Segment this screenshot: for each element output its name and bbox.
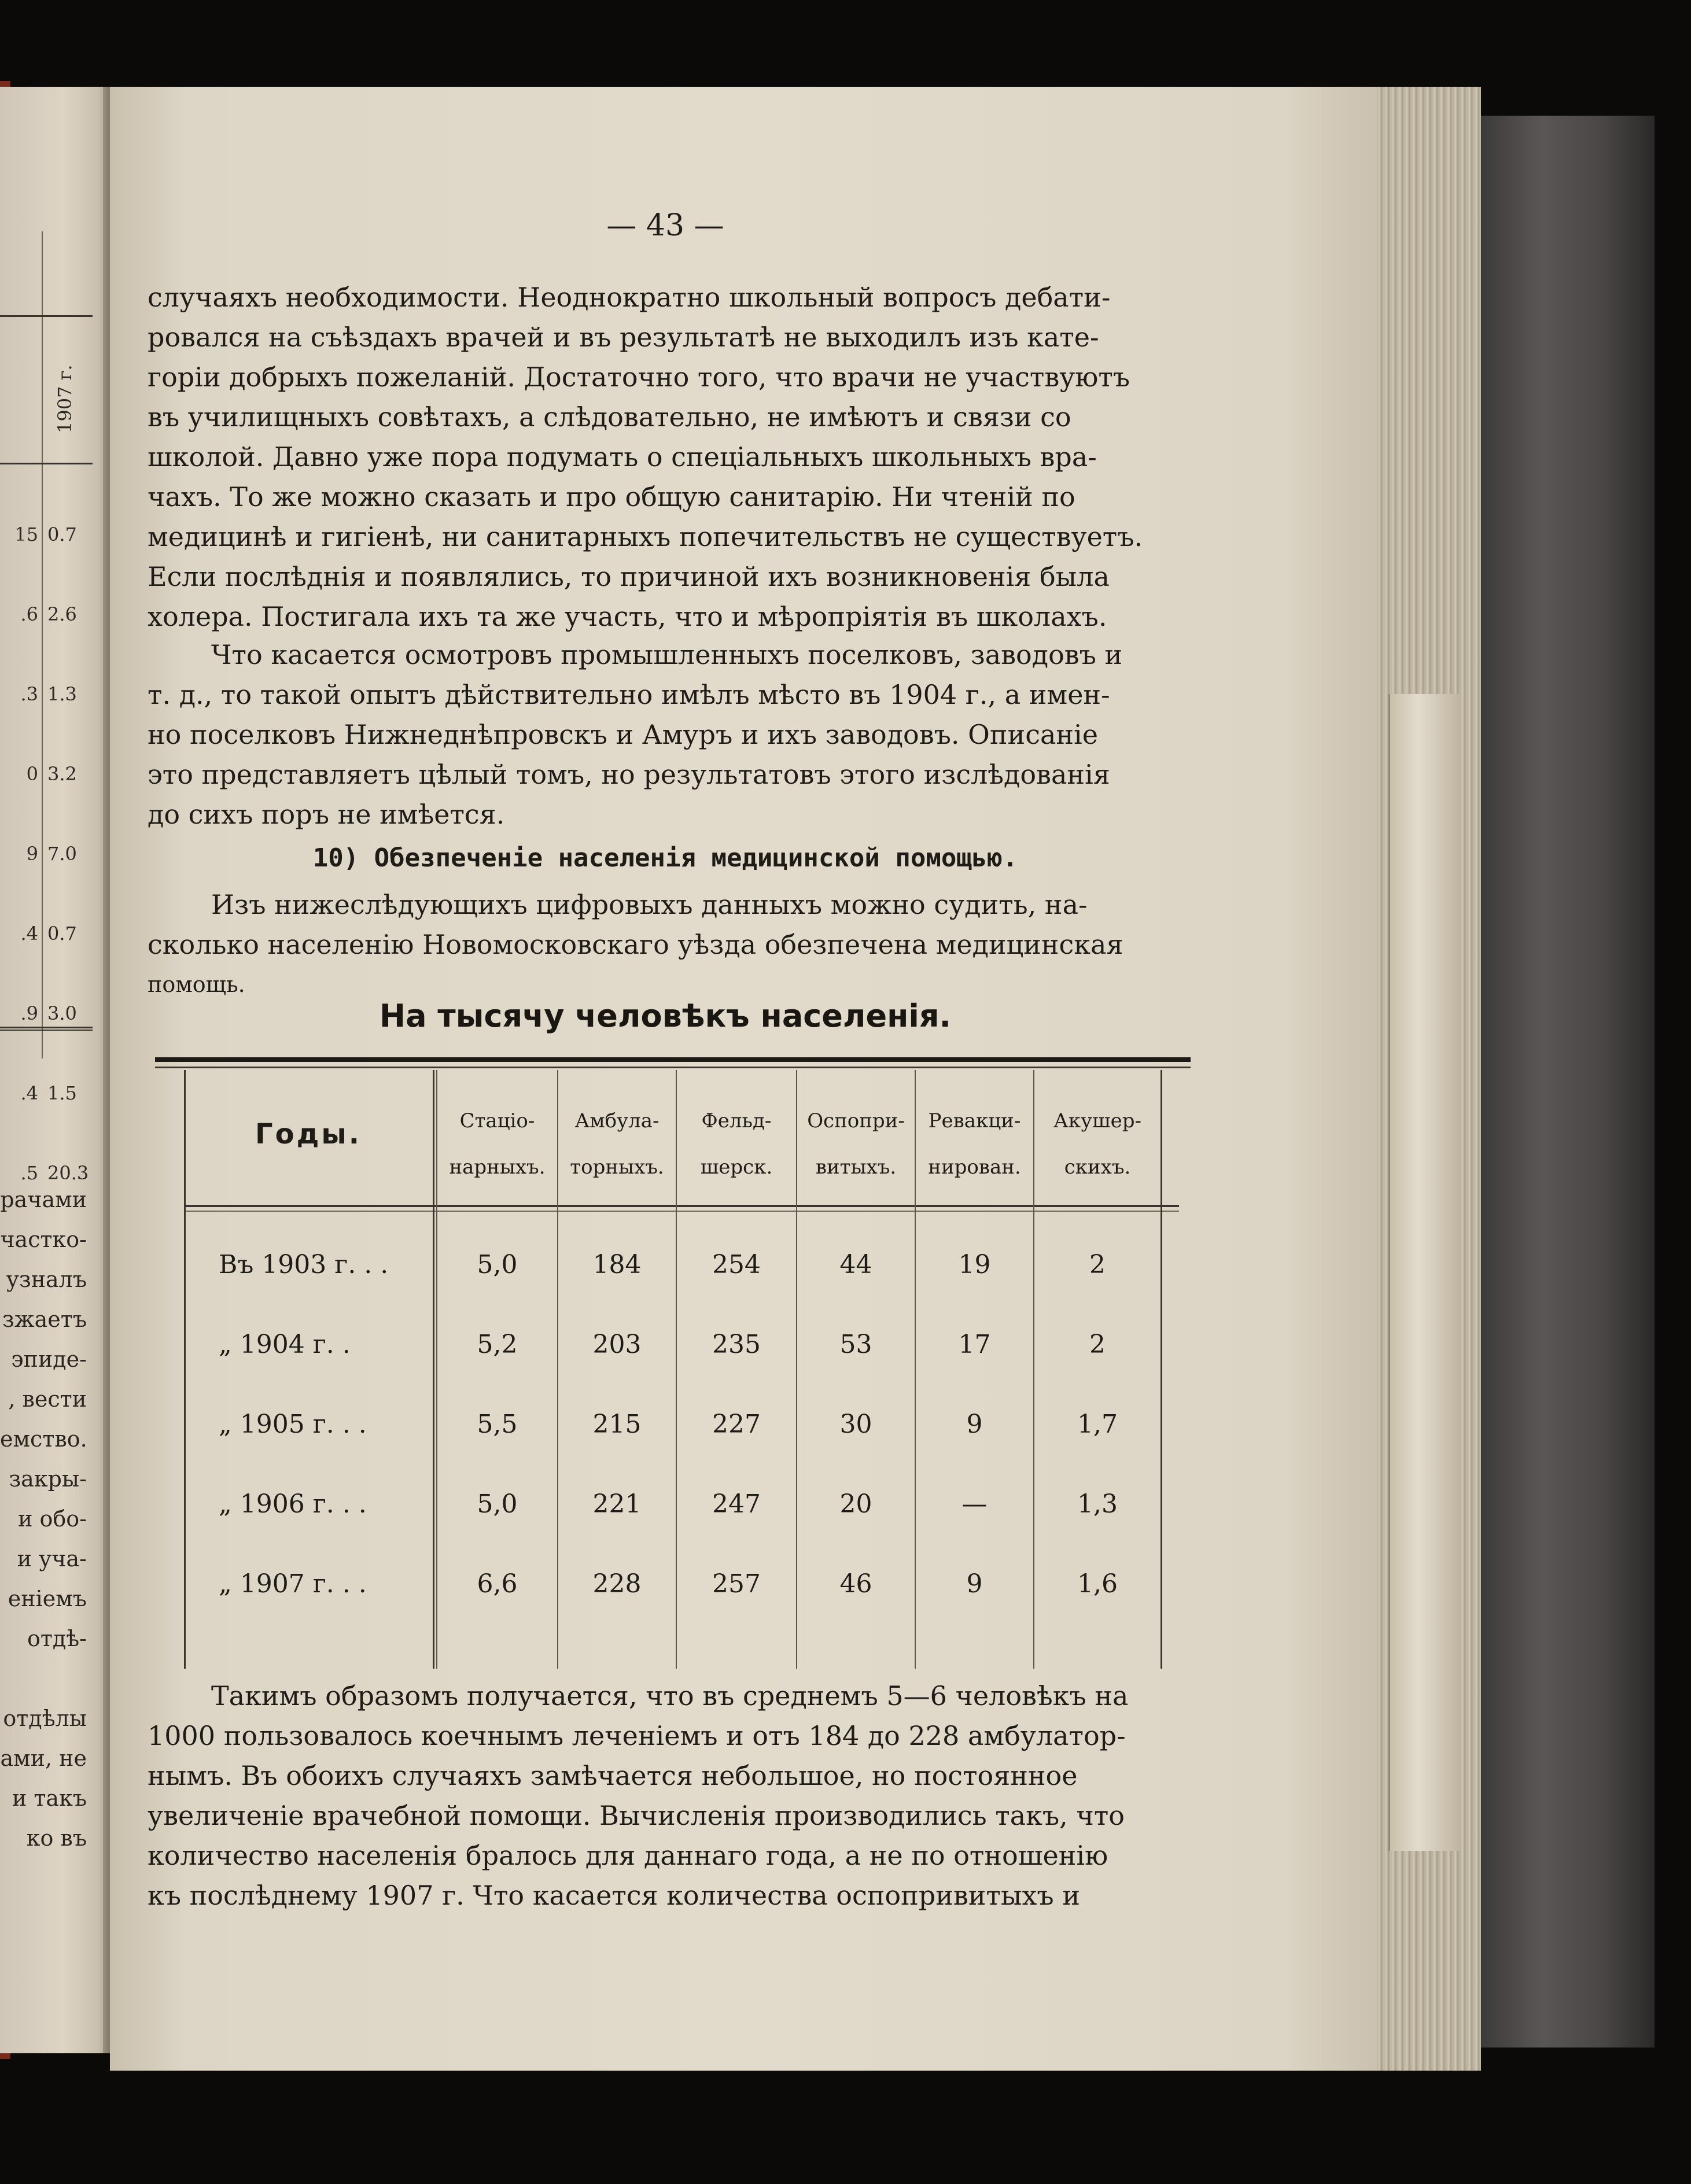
left-column-b: [47, 523, 91, 1242]
column-header-inpatient: Стаціо- нарныхъ.: [449, 1109, 546, 1179]
left-cell: 0.7: [47, 523, 77, 545]
cell-value: 203: [592, 1330, 642, 1359]
paragraph-3: [148, 885, 1183, 1005]
left-cell: 1.3: [47, 683, 77, 705]
page-number: — 43 —: [606, 208, 724, 243]
text-line: увеличеніе врачебной помощи. Вычисленія производились такъ, что: [148, 1800, 1125, 1831]
text-line: медицинѣ и гигіенѣ, ни санитарныхъ попечительствъ не существуетъ.: [148, 521, 1143, 552]
row-year: „ 1905 г. . .: [219, 1410, 367, 1439]
text-line: чахъ. То же можно сказать и про общую санитарію. Ни чтеній по: [148, 481, 1075, 512]
text-line: Что касается осмотровъ промышленныхъ поселковъ, заводовъ и: [211, 639, 1123, 670]
cell-value: 257: [712, 1569, 761, 1599]
table-header-rule: [184, 1205, 1179, 1207]
left-cell: 3.2: [47, 763, 77, 785]
text-line: Такимъ образомъ получается, что въ среднемъ 5—6 человѣкъ на: [211, 1680, 1129, 1711]
left-line: и такъ: [12, 1785, 87, 1811]
cell-value: 9: [966, 1410, 983, 1439]
cell-value: 221: [592, 1489, 642, 1519]
cell-value: 235: [712, 1330, 761, 1359]
left-line: эпиде-: [11, 1346, 87, 1372]
text-line: къ послѣднему 1907 г. Что касается количества оспопривитыхъ и: [148, 1880, 1080, 1911]
text-line: въ училищныхъ совѣтахъ, а слѣдовательно, не имѣютъ и связи со: [148, 401, 1071, 433]
text-line: Изъ нижеслѣдующихъ цифровыхъ данныхъ можно судить, на-: [211, 889, 1088, 920]
left-line: зжаетъ: [2, 1307, 87, 1332]
row-year: „ 1904 г. .: [219, 1330, 351, 1359]
table-top-rule: [155, 1057, 1191, 1062]
left-table-hrule: [0, 463, 93, 464]
left-cell: 1.5: [47, 1082, 77, 1104]
left-line: , вести: [8, 1386, 87, 1412]
text-line: сколько населенію Новомосковскаго уѣзда обезпечена медицинская: [148, 929, 1123, 960]
cell-value: 9: [966, 1569, 983, 1599]
column-header-outpatient: Амбула- торныхъ.: [570, 1109, 664, 1179]
left-cell: 3.0: [47, 1002, 77, 1024]
left-line: ко въ: [26, 1825, 87, 1851]
left-table-rule: [42, 231, 43, 1058]
row-year: „ 1907 г. . .: [219, 1569, 367, 1599]
cell-value: 5,0: [477, 1489, 518, 1519]
cell-value: 227: [712, 1410, 761, 1439]
text-line: горіи добрыхъ пожеланій. Достаточно того, что врачи не участвуютъ: [148, 361, 1130, 393]
book-cover-edge: [1481, 116, 1655, 2048]
table-row: [155, 1385, 1191, 1464]
cell-value: 2: [1089, 1250, 1106, 1279]
cell-value: 2: [1089, 1330, 1106, 1359]
left-line: отдѣлы: [3, 1706, 87, 1731]
left-cell: 15: [14, 523, 38, 545]
cell-value: 1,6: [1077, 1569, 1118, 1599]
text-line: школой. Давно уже пора подумать о спеціальныхъ школьныхъ вра-: [148, 441, 1097, 473]
text-line: ровался на съѣздахъ врачей и въ результатѣ не выходилъ изъ кате-: [148, 322, 1099, 353]
left-line: отдѣ-: [27, 1626, 87, 1651]
left-line: частко-: [0, 1227, 87, 1252]
left-table-hrule: [0, 315, 93, 317]
column-header-feldsher: Фельд- шерск.: [700, 1109, 773, 1179]
year-column-header: Годы.: [255, 1118, 362, 1150]
text-line: случаяхъ необходимости. Неоднократно школьный вопросъ дебати-: [148, 282, 1111, 313]
left-cell: .3: [20, 683, 38, 705]
cell-value: 6,6: [477, 1569, 518, 1599]
cell-value: 254: [712, 1250, 761, 1279]
cell-value: 5,2: [477, 1330, 518, 1359]
row-year: Въ 1903 г. . .: [219, 1250, 389, 1279]
paragraph-4: [148, 1676, 1183, 1916]
text-line: 1000 пользовалось коечнымъ леченіемъ и отъ 184 до 228 амбулатор-: [148, 1720, 1126, 1751]
cell-value: 44: [839, 1250, 872, 1279]
left-line: рачами: [0, 1187, 87, 1212]
text-line: количество населенія бралось для даннаго года, а не по отношенію: [148, 1840, 1108, 1871]
cell-value: 1,7: [1077, 1410, 1118, 1439]
left-line: ами, не: [0, 1746, 87, 1771]
left-year-label: 1907 г.: [54, 364, 76, 433]
left-cell: .4: [20, 923, 38, 945]
left-cell: 7.0: [47, 843, 77, 865]
left-cell: 2.6: [47, 603, 77, 625]
cell-value: 184: [592, 1250, 642, 1279]
cell-value: 5,0: [477, 1250, 518, 1279]
text-line: до сихъ поръ не имѣется.: [148, 799, 505, 830]
table-row: [155, 1464, 1191, 1544]
cell-value: 53: [839, 1330, 872, 1359]
column-header-revaccinated: Ревакци- нирован.: [928, 1109, 1021, 1179]
left-cell: .5: [20, 1162, 38, 1184]
cell-value: —: [961, 1489, 988, 1519]
paragraph-1: [148, 278, 1183, 637]
left-cell: 9: [26, 843, 38, 865]
left-cell: .4: [20, 1082, 38, 1104]
left-line: и обо-: [18, 1506, 87, 1532]
left-line: емство.: [0, 1426, 87, 1452]
cell-value: 46: [839, 1569, 872, 1599]
paragraph-2: [148, 635, 1183, 835]
text-line: помощь.: [148, 972, 245, 997]
text-line: это представляетъ цѣлый томъ, но результатовъ этого изслѣдованія: [148, 759, 1110, 790]
text-line: нымъ. Въ обоихъ случаяхъ замѣчается небольшое, но постоянное: [148, 1760, 1078, 1791]
cell-value: 30: [839, 1410, 872, 1439]
text-line: но поселковъ Нижнеднѣпровскъ и Амуръ и ихъ заводовъ. Описаніе: [148, 719, 1098, 750]
table-title: На тысячу человѣкъ населенія.: [379, 998, 952, 1034]
text-line: холера. Постигала ихъ та же участь, что и мѣропріятія въ школахъ.: [148, 601, 1107, 632]
table-row: [155, 1225, 1191, 1305]
text-line: т. д., то такой опытъ дѣйствительно имѣлъ мѣсто въ 1904 г., а имен-: [148, 679, 1110, 710]
left-line: и уча-: [17, 1546, 87, 1571]
column-header-obstetric: Акушер- скихъ.: [1053, 1109, 1141, 1179]
table-row: [155, 1305, 1191, 1385]
cell-value: 215: [592, 1410, 642, 1439]
table-top-rule-thin: [155, 1067, 1191, 1068]
left-line: еніемъ: [8, 1586, 87, 1611]
cell-value: 228: [592, 1569, 642, 1599]
section-heading: 10) Обезпеченіе населенія медицинской помощью.: [312, 843, 1018, 873]
left-page-text: [0, 1180, 87, 1858]
cell-value: 19: [958, 1250, 991, 1279]
left-cell: 0.7: [47, 923, 77, 945]
text-line: Если послѣднія и появлялись, то причиной ихъ возникновенія была: [148, 561, 1110, 592]
left-line: узналъ: [6, 1267, 87, 1292]
table-header-rule-thin: [184, 1211, 1179, 1212]
row-year: „ 1906 г. . .: [219, 1489, 367, 1519]
column-header-vaccinated: Оспопри- витыхъ.: [807, 1109, 905, 1179]
inserted-paper-strip: [1388, 694, 1460, 1851]
cell-value: 20: [839, 1489, 872, 1519]
left-line: закры-: [9, 1466, 87, 1492]
cell-value: 17: [958, 1330, 991, 1359]
left-cell: 0: [26, 763, 38, 785]
left-cell: .9: [20, 1002, 38, 1024]
table-row: [155, 1544, 1191, 1624]
left-cell: 20.3: [47, 1162, 89, 1184]
left-cell: .6: [20, 603, 38, 625]
left-column-a: [0, 523, 38, 1242]
statistics-table: [155, 1057, 1191, 1670]
cell-value: 1,3: [1077, 1489, 1118, 1519]
cell-value: 247: [712, 1489, 761, 1519]
left-line: [0, 1659, 87, 1699]
cell-value: 5,5: [477, 1410, 518, 1439]
